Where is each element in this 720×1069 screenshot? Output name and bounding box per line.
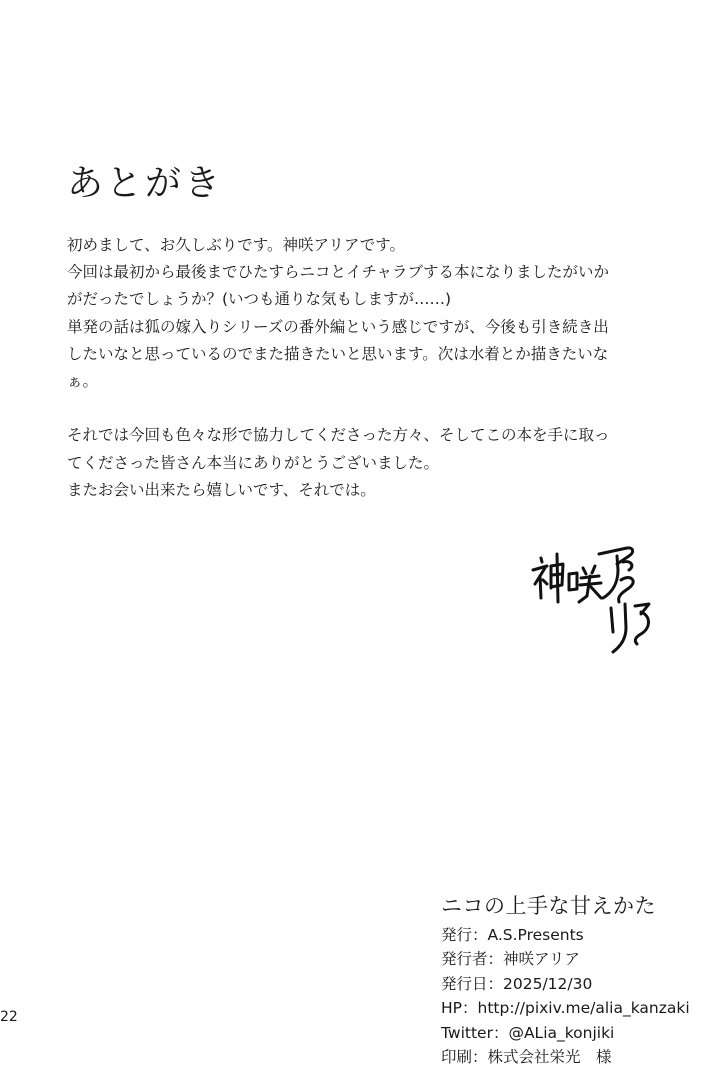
afterword-line: 単発の話は狐の嫁入りシリーズの番外編という感じですが、今後も引き続き出 [67, 317, 609, 336]
book-title: ニコの上手な甘えかた [441, 894, 656, 918]
handwritten-signature [525, 540, 665, 665]
homepage-line: HP：http://pixiv.me/alia_kanzaki [441, 999, 690, 1018]
afterword-line: がだったでしょうか？(いつも通りな気もしますが……) [67, 290, 452, 309]
afterword-heading: あとがき [67, 163, 224, 204]
afterword-line: それでは今回も色々な形で協力してくださった方々、そしてこの本を手に取っ [67, 426, 610, 445]
page-number: 22 [0, 1009, 18, 1025]
publisher-line: 発行：A.S.Presents [441, 926, 584, 944]
afterword-line: 今回は最初から最後までひたすらニコとイチャラブする本になりましたがいか [67, 263, 610, 282]
twitter-line: Twitter：@ALia_konjiki [441, 1023, 615, 1042]
afterword-line: ぁ。 [67, 372, 99, 391]
author-line: 発行者：神咲アリア [441, 950, 580, 969]
publish-date-line: 発行日：2025/12/30 [441, 974, 593, 993]
printer-line: 印刷：株式会社栄光 様 [441, 1048, 612, 1067]
afterword-line: てくださった皆さん本当にありがとうございました。 [67, 453, 440, 472]
colophon [441, 889, 690, 1069]
paragraph-gap [67, 395, 667, 422]
afterword-line: したいなと思っているのでまた描きたいと思います。次は水着とか描きたいな [67, 344, 609, 363]
afterword-body [67, 232, 667, 504]
afterword-line: 初めまして、お久しぶりです。神咲アリアです。 [67, 236, 406, 254]
afterword-line: またお会い出来たら嬉しいです、それでは。 [67, 480, 376, 499]
